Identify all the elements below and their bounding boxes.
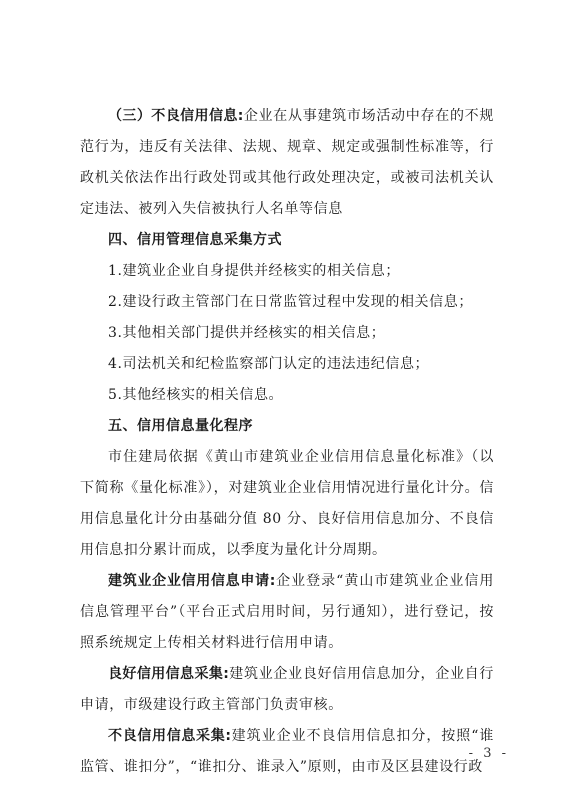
bad-collection-text: 建筑业企业不良信用信息扣分，按照“谁监管、谁扣分”，“谁扣分、谁录入”原则，由市及区县建设行政 [80,728,494,775]
bad-collection-label: 不良信用信息采集: [108,728,232,744]
collection-heading: 四、信用管理信息采集方式 [108,232,282,248]
apply-paragraph [80,566,494,659]
good-credit-paragraph [80,659,494,721]
collection-item-1: 1.建筑业企业自身提供并经核实的相关信息； [108,263,400,279]
apply-label: 建筑业企业信用信息申请: [108,573,276,589]
quantify-intro: 市住建局依据《黄山市建筑业企业信用信息量化标准》（以下简称《量化标准》），对建筑业企业信用情况进行量化计分。信用信息量化计分由基础分值 80 分、良好信用信息加分、不良信用信息扣分累计而成，以季度为量化计分周期。 [80,449,494,558]
bad-credit-paragraph [80,101,494,225]
good-credit-text: 建筑业企业良好信用信息加分，企业自行申请，市级建设行政主管部门负责审核。 [80,666,494,713]
collection-item-2: 2.建设行政主管部门在日常监管过程中发现的相关信息； [108,294,473,310]
bad-collection-paragraph [80,721,494,783]
collection-item-5: 5.其他经核实的相关信息。 [108,387,284,403]
page-number: - 3 - [468,746,509,761]
collection-item-4: 4.司法机关和纪检监察部门认定的违法违纪信息； [108,356,430,372]
collection-item-3: 3.其他相关部门提供并经核实的相关信息； [108,325,386,341]
quantify-heading: 五、信用信息量化程序 [108,418,253,434]
apply-text: 企业登录“黄山市建筑业企业信用信息管理平台”（平台正式启用时间，另行通知），进行登记，按照系统规定上传相关材料进行信用申请。 [80,573,494,651]
good-credit-label: 良好信用信息采集: [108,666,230,682]
bad-credit-label: （三）不良信用信息: [108,108,244,124]
bad-credit-text: 企业在从事建筑市场活动中存在的不规范行为，违反有关法律、法规、规章、规定或强制性标准等，行政机关依法作出行政处罚或其他行政处理决定，或被司法机关认定违法、被列入失信被执行人名单等信息 [80,108,494,217]
document-body [80,101,494,783]
